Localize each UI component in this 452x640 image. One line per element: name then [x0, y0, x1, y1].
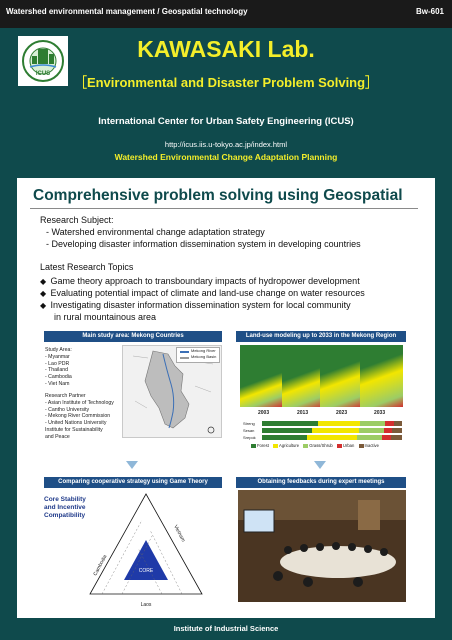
lab-title: KAWASAKI Lab. [137, 36, 315, 62]
land-use-header: Land-use modeling up to 2033 in the Mekong Region [236, 331, 406, 342]
land-use-bar-segment [382, 435, 390, 440]
land-use-map-2003 [240, 345, 283, 407]
arrow-down-icon [126, 461, 138, 469]
land-use-bar-segment [262, 421, 318, 426]
bar-label: Streng [243, 421, 255, 426]
land-use-bar-row [262, 435, 402, 440]
center-name: International Center for Urban Safety Engineering (ICUS) [98, 116, 354, 127]
footer: Institute of Industrial Science [0, 618, 452, 640]
year-label: 2033 [374, 410, 386, 416]
land-use-bar-segment [360, 421, 385, 426]
core-stability-note: Core Stability and Incentive Compatibility [44, 496, 86, 519]
left-border [0, 178, 17, 618]
land-use-bar-segment [318, 421, 360, 426]
land-use-map-2013 [282, 345, 325, 407]
expert-meeting-header: Obtaining feedbacks during expert meetings [236, 477, 406, 488]
diamond-bullet-icon: ◆ [40, 277, 47, 286]
arrow-down-icon [314, 461, 326, 469]
topic-continuation: in rural mountainous area [54, 312, 157, 322]
axis-right-label: Vietnam [172, 524, 187, 544]
meeting-photo-graphic [238, 490, 406, 602]
topic-item: ◆ Game theory approach to transboundary impacts of hydropower development [40, 276, 360, 286]
land-use-bar-segment [312, 428, 358, 433]
land-use-map-2033 [360, 345, 403, 407]
land-use-bar-segment [384, 428, 392, 433]
top-bar-code: Bw-601 [415, 7, 444, 16]
year-label: 2023 [336, 410, 348, 416]
website-link[interactable]: http://icus.iis.u-tokyo.ac.jp/index.html [164, 140, 288, 149]
land-use-bar-segment [357, 435, 382, 440]
land-use-bar-row [262, 421, 402, 426]
axis-left-label: Cambodia [92, 553, 109, 577]
research-heading: Research Subject: [40, 215, 114, 225]
land-use-bar-segment [262, 428, 312, 433]
topics-heading: Latest Research Topics [40, 262, 134, 272]
land-use-bar-segment [391, 435, 402, 440]
land-use-bar-segment [307, 435, 357, 440]
diamond-bullet-icon: ◆ [40, 301, 47, 310]
land-use-legend: Forest Agriculture Grass/Shrub Urban Inactive [248, 443, 379, 448]
diamond-bullet-icon: ◆ [40, 289, 47, 298]
program-title: Watershed Environmental Change Adaptation Planning [114, 152, 338, 162]
topic-item: ◆ Evaluating potential impact of climate and land-use change on water resources [40, 288, 365, 298]
land-use-map-2023 [320, 345, 363, 407]
year-label: 2013 [297, 410, 309, 416]
core-label: CORE [138, 568, 154, 574]
study-area-header: Main study area: Mekong Countries [44, 331, 222, 342]
land-use-bar-segment [394, 421, 402, 426]
land-use-bar-segment [262, 435, 307, 440]
top-bar [0, 0, 452, 28]
study-area-text: Study Area: - Myanmar - Lao PDR - Thailand - Cambodia - Viet Nam [45, 347, 72, 387]
lab-subtitle: ［Environmental and Disaster Problem Solving］ [73, 75, 379, 90]
year-label: 2003 [258, 410, 270, 416]
axis-bottom-label: Laos [140, 602, 152, 608]
land-use-bar-row [262, 428, 402, 433]
right-border [435, 178, 452, 618]
expert-meeting-photo [238, 490, 406, 602]
map-legend: Mekong River Mekong Basin [176, 347, 220, 363]
logo-text: ICUS [35, 71, 51, 77]
game-theory-header: Comparing cooperative strategy using Game Theory [44, 477, 222, 488]
main-title: Comprehensive problem solving using Geospatial [33, 187, 403, 204]
land-use-bar-segment [385, 421, 393, 426]
top-bar-category: Watershed environmental management / Geospatial technology [6, 7, 248, 16]
research-item: - Developing disaster information dissemination system in developing countries [46, 239, 361, 249]
title-divider [30, 208, 418, 209]
land-use-bar-segment [392, 428, 402, 433]
land-use-bar-segment [359, 428, 384, 433]
topic-item: ◆ Investigating disaster information dissemination system for local community [40, 300, 351, 310]
bar-label: Srepok [243, 435, 256, 440]
bar-label: Sesan [243, 428, 255, 433]
header [0, 28, 452, 178]
game-theory-triangle [82, 490, 210, 608]
research-item: - Watershed environmental change adaptation strategy [46, 227, 265, 237]
research-partners-text: Research Partner - Asian Institute of Technology - Cantho University - Mekong River Commission - United Nations University Institute for Sustainability and Peace [45, 393, 114, 440]
